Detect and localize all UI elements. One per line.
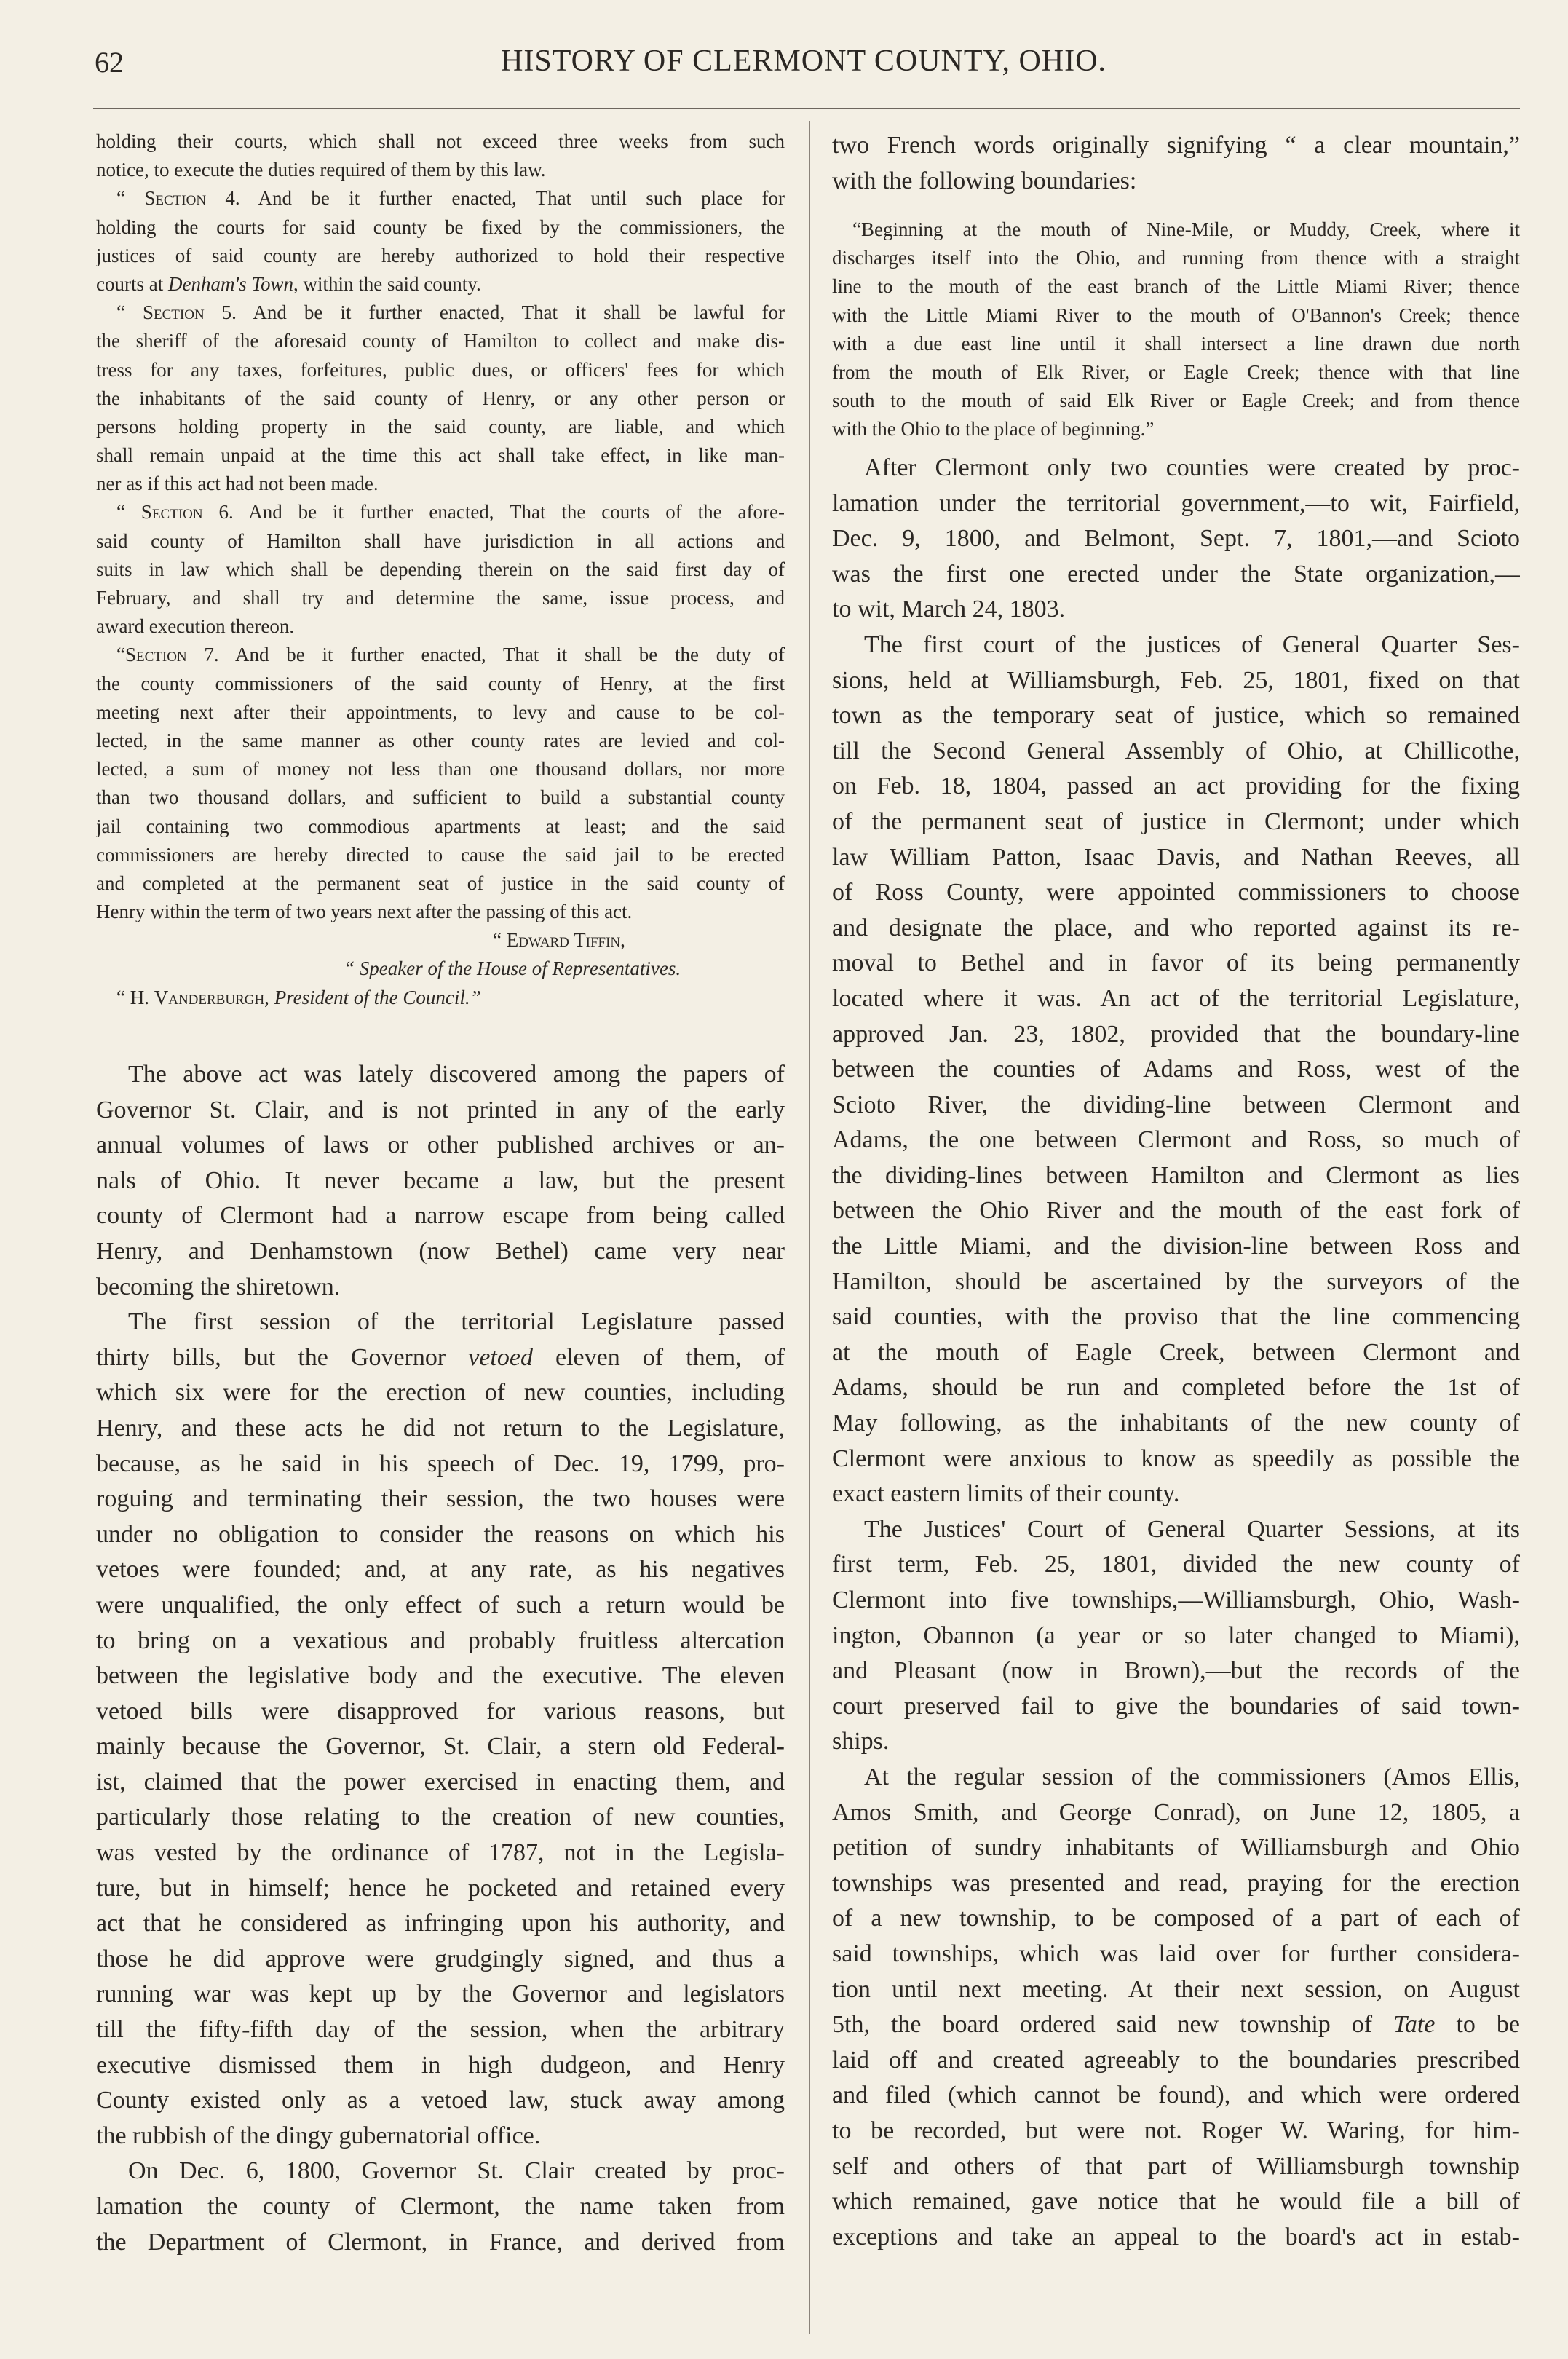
text-line bbox=[96, 955, 785, 983]
text-line: ships. bbox=[832, 1728, 890, 1755]
text-line: said county of Hamilton shall have jurisdiction in all actions and bbox=[96, 529, 785, 552]
text-segment: to be bbox=[1435, 2011, 1520, 2039]
text-line: Adams, should be run and completed before the 1st of bbox=[832, 1374, 1520, 1402]
text-line: moval to Bethel and in favor of its being permanently bbox=[832, 949, 1520, 977]
text-segment bbox=[269, 987, 274, 1008]
text-line: Scioto River, the dividing-line between Clermont and bbox=[832, 1091, 1520, 1118]
text-line: of Ross County, were appointed commissioners to choose bbox=[832, 879, 1520, 906]
text-line: lected, a sum of money not less than one thousand dollars, nor more bbox=[96, 758, 785, 781]
text-line: Henry within the term of two years next after the passing of this act. bbox=[96, 901, 633, 923]
page-number: 62 bbox=[95, 46, 124, 79]
column-divider bbox=[809, 121, 810, 2334]
right-intro bbox=[832, 128, 1520, 199]
text-line: between the counties of Adams and Ross, west of the bbox=[832, 1056, 1520, 1083]
header-rule bbox=[93, 108, 1520, 109]
text-line: said counties, with the proviso that the line commencing bbox=[832, 1303, 1520, 1331]
text-line: with the Ohio to the place of beginning.” bbox=[832, 418, 1155, 440]
text-line: ington, Obannon (a year or so later changed to Miami), bbox=[832, 1621, 1520, 1649]
text-line: and filed (which cannot be found), and which were ordered bbox=[832, 2082, 1520, 2109]
text-line: The first court of the justices of General Quarter Ses- bbox=[864, 631, 1520, 658]
text-line: the rubbish of the dingy gubernatorial office. bbox=[96, 2122, 541, 2149]
text-line: The above act was lately discovered among the papers of bbox=[128, 1061, 785, 1088]
text-segment: 5th, the board ordered said new township of bbox=[832, 2011, 1394, 2039]
text-line: of the permanent seat of justice in Clermont; under which bbox=[832, 807, 1520, 835]
text-line: Clermont were anxious to know as speedily as possible the bbox=[832, 1445, 1520, 1472]
text-line: located where it was. An act of the territorial Legislature, bbox=[832, 984, 1520, 1012]
text-line: suits in law which shall be depending therein on the said first day of bbox=[96, 558, 785, 580]
text-line: On Dec. 6, 1800, Governor St. Clair created by proc- bbox=[128, 2157, 785, 2185]
text-segment: “ bbox=[116, 501, 141, 523]
running-title: HISTORY OF CLERMONT COUNTY, OHIO. bbox=[501, 44, 1106, 78]
text-segment: “ H. bbox=[116, 986, 154, 1008]
text-line: County existed only as a vetoed law, stuck away among bbox=[96, 2087, 785, 2114]
small-caps-text: Section bbox=[124, 644, 187, 666]
text-line bbox=[96, 926, 785, 955]
text-line: which remained, gave notice that he would file a bill of bbox=[832, 2188, 1520, 2216]
text-line: becoming the shiretown. bbox=[96, 1273, 341, 1300]
text-line: sions, held at Williamsburgh, Feb. 25, 1801, fixed on that bbox=[832, 666, 1520, 694]
text-line: tion until next meeting. At their next session, on August bbox=[832, 1975, 1520, 2003]
text-line: petition of sundry inhabitants of Williamsburgh and Ohio bbox=[832, 1834, 1520, 1862]
text-line: ner as if this act had not been made. bbox=[96, 473, 379, 495]
text-line: law William Patton, Isaac Davis, and Nathan Reeves, all bbox=[832, 843, 1520, 871]
text-line: nals of Ohio. It never became a law, but the present bbox=[96, 1166, 785, 1194]
text-line: The first session of the territorial Legislature passed bbox=[128, 1308, 785, 1336]
text-line: on Feb. 18, 1804, passed an act providing for the fixing bbox=[832, 772, 1520, 800]
italic-text: Denham's Town bbox=[167, 272, 294, 295]
text-line: south to the mouth of said Elk River or Eagle Creek; and from thence bbox=[832, 390, 1520, 412]
small-caps-text: Section bbox=[140, 501, 203, 523]
text-line: After Clermont only two counties were created by proc- bbox=[864, 454, 1520, 481]
text-line: Henry, and Denhamstown (now Bethel) came very near bbox=[96, 1237, 785, 1265]
text-line: first term, Feb. 25, 1801, divided the new county of bbox=[832, 1551, 1520, 1578]
text-line: than two thousand dollars, and sufficient to build a substantial county bbox=[96, 786, 785, 809]
text-segment: “ bbox=[116, 301, 143, 324]
text-line: Amos Smith, and George Conrad), on June 12, 1805, a bbox=[832, 1798, 1520, 1826]
text-line: to bring on a vexatious and probably fruitless altercation bbox=[96, 1627, 785, 1654]
text-line: roguing and terminating their session, the two houses were bbox=[96, 1485, 785, 1513]
text-line: and designate the place, and who reported against its re- bbox=[832, 914, 1520, 941]
right-narrative bbox=[832, 451, 1520, 2255]
small-caps-text: Edward Tiffin, bbox=[506, 929, 625, 952]
text-line: exceptions and take an appeal to the board's act in estab- bbox=[832, 2223, 1520, 2251]
text-segment: 6. And be it further enacted, That the courts of the afore- bbox=[202, 501, 785, 523]
text-line: vetoes were founded; and, at any rate, as his negatives bbox=[96, 1556, 785, 1584]
text-line: meeting next after their appointments, to levy and cause to be col- bbox=[96, 700, 785, 723]
small-caps-text: Section bbox=[143, 301, 205, 324]
text-line: till the Second General Assembly of Ohio, at Chillicothe, bbox=[832, 737, 1520, 764]
text-line: with the following boundaries: bbox=[832, 167, 1137, 194]
text-line: particularly those relating to the creation of new counties, bbox=[96, 1803, 785, 1831]
text-line: The Justices' Court of General Quarter Sessions, at its bbox=[864, 1515, 1520, 1543]
text-line: with the Little Miami River to the mouth of O'Bannon's Creek; thence bbox=[832, 304, 1520, 326]
left-act-text bbox=[96, 127, 785, 1012]
text-line: award execution thereon. bbox=[96, 615, 295, 638]
text-line: to wit, March 24, 1803. bbox=[832, 596, 1066, 623]
text-line: holding their courts, which shall not exceed three weeks from such bbox=[96, 130, 785, 152]
text-line: self and others of that part of Williamsburgh township bbox=[832, 2152, 1520, 2180]
text-segment: “ bbox=[493, 929, 507, 952]
text-line: February, and shall try and determine the same, issue process, and bbox=[96, 587, 785, 609]
text-segment: 5. And be it further enacted, That it shall be lawful for bbox=[204, 301, 785, 324]
text-line: line to the mouth of the east branch of the Little Miami River; thence bbox=[832, 275, 1520, 298]
text-line: holding the courts for said county be fixed by the commissioners, the bbox=[96, 216, 785, 238]
text-line: lamation the county of Clermont, the name taken from bbox=[96, 2193, 785, 2220]
text-line: county of Clermont had a narrow escape from being called bbox=[96, 1202, 785, 1230]
text-line: vetoed bills were disapproved for various reasons, but bbox=[96, 1697, 785, 1725]
text-line: shall remain unpaid at the time this act shall take effect, in like man- bbox=[96, 444, 785, 467]
text-segment: thirty bills, but the Governor bbox=[96, 1343, 469, 1371]
text-segment: “ bbox=[116, 644, 125, 666]
text-segment: “ bbox=[116, 187, 145, 210]
text-line: jail containing two commodious apartments at least; and the said bbox=[96, 815, 785, 837]
text-line: executive dismissed them in high dudgeon, and Henry bbox=[96, 2051, 785, 2079]
text-line: Adams, the one between Clermont and Ross, so much of bbox=[832, 1126, 1520, 1154]
text-line: at the mouth of Eagle Creek, between Clermont and bbox=[832, 1338, 1520, 1366]
text-line: under no obligation to consider the reasons on which his bbox=[96, 1520, 785, 1548]
text-line: and completed at the permanent seat of justice in the said county of bbox=[96, 872, 785, 894]
text-line: the Little Miami, and the division-line between Ross and bbox=[832, 1233, 1520, 1260]
text-line: May following, as the inhabitants of the new county of bbox=[832, 1410, 1520, 1437]
text-line bbox=[96, 299, 785, 327]
text-segment: , within the said county. bbox=[293, 272, 481, 295]
text-line: because, as he said in his speech of Dec. 19, 1799, pro- bbox=[96, 1450, 785, 1477]
text-line: was the first one erected under the State organization,— bbox=[832, 560, 1520, 588]
text-line: annual volumes of laws or other published archives or an- bbox=[96, 1131, 785, 1159]
text-line: Governor St. Clair, and is not printed in any of the early bbox=[96, 1096, 785, 1123]
text-line: said townships, which was laid over for further considera- bbox=[832, 1940, 1520, 1967]
text-line: commissioners are hereby directed to cause the said jail to be erected bbox=[96, 843, 785, 866]
text-line: Hamilton, should be ascertained by the surveyors of the bbox=[832, 1268, 1520, 1295]
italic-text: “ Speaker of the House of Representatives. bbox=[344, 957, 681, 980]
text-line: the sheriff of the aforesaid county of Hamilton to collect and make dis- bbox=[96, 330, 785, 352]
text-line: with a due east line until it shall intersect a line drawn due north bbox=[832, 332, 1520, 355]
text-line: townships was presented and read, praying for the erection bbox=[832, 1869, 1520, 1897]
text-line bbox=[96, 984, 785, 1012]
text-line: mainly because the Governor, St. Clair, a stern old Federal- bbox=[96, 1733, 785, 1761]
text-line: running war was kept up by the Governor and legislators bbox=[96, 1980, 785, 2008]
text-line bbox=[96, 498, 785, 526]
text-line: At the regular session of the commissioners (Amos Ellis, bbox=[864, 1763, 1520, 1790]
text-line: laid off and created agreeably to the boundaries prescribed bbox=[832, 2046, 1520, 2074]
text-line: the dividing-lines between Hamilton and Clermont as lies bbox=[832, 1161, 1520, 1189]
text-line: was vested by the ordinance of 1787, not in the Legisla- bbox=[96, 1839, 785, 1867]
text-line: and Pleasant (now in Brown),—but the records of the bbox=[832, 1657, 1520, 1685]
text-line: between the Ohio River and the mouth of the east fork of bbox=[832, 1197, 1520, 1225]
text-line: town as the temporary seat of justice, which so remained bbox=[832, 702, 1520, 730]
text-segment: eleven of them, of bbox=[532, 1343, 785, 1371]
text-segment: 4. And be it further enacted, That until such place for bbox=[206, 187, 785, 210]
italic-text: vetoed bbox=[468, 1343, 533, 1371]
text-line: “Beginning at the mouth of Nine-Mile, or Muddy, Creek, where it bbox=[852, 218, 1520, 240]
text-line: till the fifty-fifth day of the session, when the arbitrary bbox=[96, 2016, 785, 2044]
text-line: Clermont into five townships,—Williamsburgh, Ohio, Wash- bbox=[832, 1587, 1520, 1613]
text-line: two French words originally signifying “ a clear mountain,” bbox=[832, 132, 1520, 159]
text-line bbox=[96, 1340, 785, 1376]
text-line: from the mouth of Elk River, or Eagle Creek; thence with that line bbox=[832, 360, 1520, 383]
text-segment: courts at bbox=[96, 272, 168, 295]
text-line: justices of said county are hereby authorized to hold their respective bbox=[96, 244, 785, 266]
text-line: notice, to execute the duties required of them by this law. bbox=[96, 159, 546, 181]
text-line: Dec. 9, 1800, and Belmont, Sept. 7, 1801,—and Scioto bbox=[832, 525, 1520, 553]
text-line bbox=[96, 270, 785, 299]
text-line: act that he considered as infringing upon his authority, and bbox=[96, 1910, 785, 1937]
text-line: ist, claimed that the power exercised in enacting them, and bbox=[96, 1768, 785, 1795]
italic-text: President of the Council.” bbox=[274, 986, 481, 1008]
text-line: exact eastern limits of their county. bbox=[832, 1480, 1180, 1508]
text-line: of a new township, to be composed of a part of each of bbox=[832, 1905, 1520, 1932]
text-line: Henry, and these acts he did not return to the Legislature, bbox=[96, 1414, 785, 1442]
text-line: tress for any taxes, forfeitures, public dues, or officers' fees for which bbox=[96, 358, 785, 381]
small-caps-text: Section bbox=[144, 187, 207, 210]
text-line bbox=[96, 641, 785, 669]
text-segment: 7. And be it further enacted, That it shall be the duty of bbox=[186, 644, 785, 666]
text-line: the inhabitants of the said county of Henry, or any other person or bbox=[96, 387, 785, 409]
text-line: which six were for the erection of new counties, including bbox=[96, 1379, 785, 1407]
text-line: ture, but in himself; hence he pocketed and retained every bbox=[96, 1874, 785, 1902]
text-line: those he did approve were grudgingly signed, and thus a bbox=[96, 1945, 785, 1972]
italic-text: Tate bbox=[1393, 2011, 1436, 2039]
text-line: the county commissioners of the said county of Henry, at the first bbox=[96, 672, 785, 695]
text-line: lamation under the territorial government,—to wit, Fairfield, bbox=[832, 489, 1520, 517]
text-line: the Department of Clermont, in France, and derived from bbox=[96, 2228, 785, 2256]
text-line: to be recorded, but were not. Roger W. Waring, for him- bbox=[832, 2117, 1520, 2144]
text-line bbox=[96, 184, 785, 213]
text-line: approved Jan. 23, 1802, provided that the boundary-line bbox=[832, 1020, 1520, 1048]
text-line bbox=[832, 2007, 1520, 2043]
small-caps-text: Vanderburgh, bbox=[154, 986, 269, 1008]
text-line: between the legislative body and the executive. The eleven bbox=[96, 1662, 785, 1690]
text-line: were unqualified, the only effect of such a return would be bbox=[96, 1591, 785, 1619]
text-line: discharges itself into the Ohio, and running from thence with a straight bbox=[832, 247, 1520, 269]
right-boundary-quote bbox=[832, 216, 1520, 444]
text-line: lected, in the same manner as other county rates are levied and col- bbox=[96, 729, 785, 751]
left-narrative bbox=[96, 1057, 785, 2260]
text-line: court preserved fail to give the boundaries of said town- bbox=[832, 1692, 1520, 1720]
text-line: persons holding property in the said county, are liable, and which bbox=[96, 415, 785, 438]
